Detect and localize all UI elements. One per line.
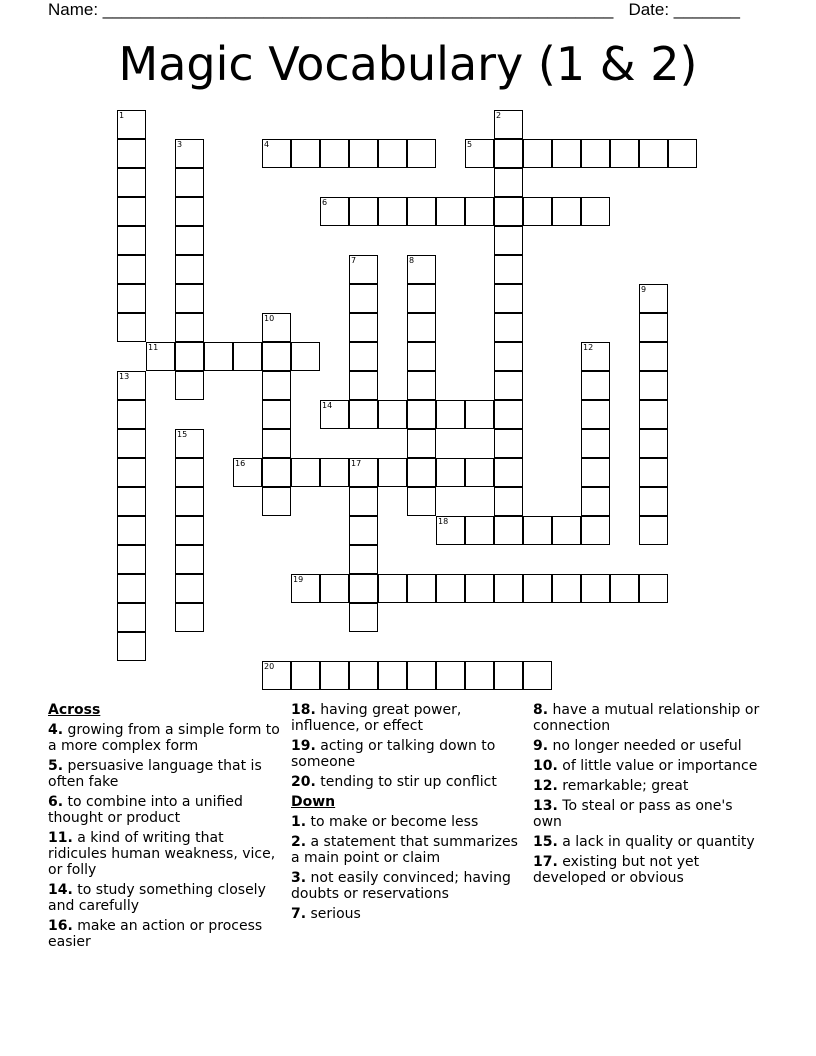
crossword-cell[interactable] (465, 400, 494, 429)
crossword-cell[interactable] (407, 197, 436, 226)
clue-across-19 (291, 738, 523, 770)
crossword-cell[interactable] (465, 139, 494, 168)
cell-number: 5 (467, 140, 473, 149)
crossword-cell[interactable] (349, 197, 378, 226)
crossword-cell[interactable] (349, 313, 378, 342)
clue-number: 19. (291, 738, 316, 754)
crossword-cell[interactable] (262, 661, 291, 690)
crossword-cell[interactable] (117, 139, 146, 168)
clue-text: a kind of writing that ridicules human weakness, vice, or folly (48, 830, 276, 878)
cell-number: 6 (322, 198, 328, 207)
crossword-cell[interactable] (639, 429, 668, 458)
clue-text: a lack in quality or quantity (562, 834, 755, 850)
crossword-cell[interactable] (349, 574, 378, 603)
clue-number: 7. (291, 906, 307, 922)
crossword-cell[interactable] (175, 545, 204, 574)
crossword-cell[interactable] (407, 371, 436, 400)
clue-text: a statement that summarizes a main point or claim (291, 834, 518, 866)
clue-text: not easily convinced; having doubts or reservations (291, 870, 511, 902)
crossword-cell[interactable] (407, 429, 436, 458)
clue-across-6 (48, 794, 280, 826)
crossword-cell[interactable] (581, 516, 610, 545)
clue-number: 12. (533, 778, 558, 794)
crossword-cell[interactable] (581, 139, 610, 168)
crossword-cell[interactable] (407, 313, 436, 342)
clue-text: having great power, influence, or effect (291, 702, 462, 734)
clue-number: 8. (533, 702, 549, 718)
crossword-cell[interactable] (175, 574, 204, 603)
crossword-cell[interactable] (639, 342, 668, 371)
crossword-cell[interactable] (320, 661, 349, 690)
crossword-cell[interactable] (233, 458, 262, 487)
crossword-cell[interactable] (639, 139, 668, 168)
clue-number: 9. (533, 738, 549, 754)
cell-number: 4 (264, 140, 270, 149)
name-field-label: Name: ______________________________________________________ (48, 0, 614, 19)
clue-number: 14. (48, 882, 73, 898)
crossword-cell[interactable] (291, 458, 320, 487)
crossword-cell[interactable] (523, 661, 552, 690)
crossword-cell[interactable] (117, 226, 146, 255)
crossword-cell[interactable] (262, 400, 291, 429)
crossword-cell[interactable] (262, 458, 291, 487)
clue-across-18 (291, 702, 523, 734)
crossword-cell[interactable] (494, 255, 523, 284)
crossword-cell[interactable] (117, 400, 146, 429)
clue-across-5 (48, 758, 280, 790)
crossword-cell[interactable] (639, 371, 668, 400)
cell-number: 11 (148, 343, 159, 352)
crossword-cell[interactable] (320, 458, 349, 487)
crossword-cell[interactable] (407, 139, 436, 168)
crossword-cell[interactable] (581, 371, 610, 400)
crossword-cell[interactable] (233, 342, 262, 371)
crossword-cell[interactable] (465, 458, 494, 487)
crossword-cell[interactable] (436, 574, 465, 603)
crossword-cell[interactable] (175, 516, 204, 545)
crossword-cell[interactable] (552, 197, 581, 226)
clue-across-20 (291, 774, 523, 790)
crossword-cell[interactable] (117, 168, 146, 197)
clue-down-13 (533, 798, 765, 830)
crossword-cell[interactable] (552, 139, 581, 168)
cell-number: 2 (496, 111, 502, 120)
clue-number: 16. (48, 918, 73, 934)
clue-text: acting or talking down to someone (291, 738, 496, 770)
crossword-cell[interactable] (581, 487, 610, 516)
crossword-cell[interactable] (581, 429, 610, 458)
clue-down-12 (533, 778, 765, 794)
clue-down-17 (533, 854, 765, 886)
crossword-cell[interactable] (552, 516, 581, 545)
clue-across-4 (48, 722, 280, 754)
clue-text: have a mutual relationship or connection (533, 702, 760, 734)
crossword-cell[interactable] (639, 574, 668, 603)
cell-number: 17 (351, 459, 362, 468)
crossword-cell[interactable] (262, 371, 291, 400)
cell-number: 3 (177, 140, 183, 149)
crossword-cell[interactable] (465, 197, 494, 226)
crossword-cell[interactable] (639, 458, 668, 487)
clue-down-1 (291, 814, 523, 830)
crossword-cell[interactable] (175, 197, 204, 226)
crossword-cell[interactable] (581, 342, 610, 371)
crossword-cell[interactable] (581, 458, 610, 487)
clue-down-2 (291, 834, 523, 866)
crossword-cell[interactable] (494, 313, 523, 342)
crossword-cell[interactable] (175, 342, 204, 371)
crossword-cell[interactable] (349, 371, 378, 400)
clue-number: 18. (291, 702, 316, 718)
crossword-cell[interactable] (175, 139, 204, 168)
crossword-cell[interactable] (262, 313, 291, 342)
crossword-cell[interactable] (117, 371, 146, 400)
crossword-cell[interactable] (436, 197, 465, 226)
crossword-cell[interactable] (117, 545, 146, 574)
clue-number: 3. (291, 870, 307, 886)
crossword-cell[interactable] (349, 603, 378, 632)
crossword-cell[interactable] (494, 168, 523, 197)
cell-number: 14 (322, 401, 333, 410)
crossword-cell[interactable] (349, 661, 378, 690)
crossword-cell[interactable] (378, 400, 407, 429)
crossword-cell[interactable] (407, 574, 436, 603)
crossword-cell[interactable] (639, 313, 668, 342)
crossword-cell[interactable] (378, 574, 407, 603)
crossword-cell[interactable] (639, 400, 668, 429)
crossword-cell[interactable] (349, 284, 378, 313)
crossword-cell[interactable] (378, 197, 407, 226)
clue-number: 13. (533, 798, 558, 814)
crossword-cell[interactable] (349, 400, 378, 429)
page-title: Magic Vocabulary (1 & 2) (118, 37, 698, 91)
clue-number: 10. (533, 758, 558, 774)
crossword-cell[interactable] (117, 284, 146, 313)
cell-number: 16 (235, 459, 246, 468)
crossword-cell[interactable] (117, 458, 146, 487)
crossword-cell[interactable] (320, 139, 349, 168)
clue-number: 5. (48, 758, 64, 774)
crossword-cell[interactable] (349, 342, 378, 371)
crossword-cell[interactable] (378, 458, 407, 487)
crossword-cell[interactable] (378, 661, 407, 690)
crossword-cell[interactable] (117, 313, 146, 342)
crossword-cell[interactable] (610, 574, 639, 603)
crossword-cell[interactable] (494, 139, 523, 168)
clue-down-10 (533, 758, 765, 774)
crossword-cell[interactable] (175, 168, 204, 197)
crossword-cell[interactable] (204, 342, 233, 371)
clue-text: To steal or pass as one's own (533, 798, 733, 830)
crossword-cell[interactable] (407, 487, 436, 516)
crossword-cell[interactable] (494, 516, 523, 545)
cell-number: 20 (264, 662, 275, 671)
clue-number: 20. (291, 774, 316, 790)
crossword-cell[interactable] (494, 458, 523, 487)
crossword-cell[interactable] (639, 516, 668, 545)
crossword-cell[interactable] (117, 487, 146, 516)
crossword-cell[interactable] (117, 197, 146, 226)
crossword-cell[interactable] (581, 197, 610, 226)
crossword-cell[interactable] (552, 574, 581, 603)
crossword-cell[interactable] (262, 139, 291, 168)
cell-number: 12 (583, 343, 594, 352)
cell-number: 18 (438, 517, 449, 526)
crossword-cell[interactable] (436, 661, 465, 690)
clue-number: 6. (48, 794, 64, 810)
crossword-cell[interactable] (262, 342, 291, 371)
crossword-cell[interactable] (291, 139, 320, 168)
clue-across-16 (48, 918, 280, 950)
clue-text: persuasive language that is often fake (48, 758, 262, 790)
crossword-cell[interactable] (378, 139, 407, 168)
clue-across-11 (48, 830, 280, 878)
crossword-cell[interactable] (494, 487, 523, 516)
cell-number: 15 (177, 430, 188, 439)
crossword-cell[interactable] (639, 487, 668, 516)
crossword-cell[interactable] (494, 110, 523, 139)
crossword-cell[interactable] (117, 603, 146, 632)
crossword-cell[interactable] (117, 429, 146, 458)
crossword-cell[interactable] (117, 110, 146, 139)
clue-down-3 (291, 870, 523, 902)
crossword-cell[interactable] (175, 226, 204, 255)
clue-number: 17. (533, 854, 558, 870)
clue-number: 2. (291, 834, 307, 850)
crossword-cell[interactable] (175, 458, 204, 487)
date-field-label: Date: _______ (628, 0, 740, 19)
crossword-cell[interactable] (581, 574, 610, 603)
crossword-cell[interactable] (320, 400, 349, 429)
clue-text: no longer needed or useful (552, 738, 742, 754)
cell-number: 9 (641, 285, 647, 294)
clue-text: tending to stir up conflict (320, 774, 497, 790)
crossword-cell[interactable] (494, 661, 523, 690)
crossword-cell[interactable] (117, 255, 146, 284)
clue-number: 15. (533, 834, 558, 850)
crossword-cell[interactable] (610, 139, 639, 168)
clue-text: remarkable; great (562, 778, 689, 794)
crossword-cell[interactable] (117, 632, 146, 661)
crossword-cell[interactable] (175, 603, 204, 632)
crossword-cell[interactable] (349, 545, 378, 574)
clue-text: existing but not yet developed or obvious (533, 854, 700, 886)
crossword-cell[interactable] (175, 371, 204, 400)
crossword-cell[interactable] (175, 284, 204, 313)
clue-text: growing from a simple form to a more complex form (48, 722, 280, 754)
clue-down-9 (533, 738, 765, 754)
crossword-cell[interactable] (639, 284, 668, 313)
crossword-cell[interactable] (175, 255, 204, 284)
clue-down-15 (533, 834, 765, 850)
crossword-cell[interactable] (146, 342, 175, 371)
clue-down-8 (533, 702, 765, 734)
crossword-cell[interactable] (349, 255, 378, 284)
crossword-cell[interactable] (494, 371, 523, 400)
crossword-cell[interactable] (436, 516, 465, 545)
crossword-cell[interactable] (407, 458, 436, 487)
cell-number: 13 (119, 372, 130, 381)
crossword-cell[interactable] (465, 516, 494, 545)
crossword-cell[interactable] (349, 487, 378, 516)
crossword-cell[interactable] (494, 574, 523, 603)
crossword-cell[interactable] (117, 516, 146, 545)
cell-number: 8 (409, 256, 415, 265)
crossword-cell[interactable] (465, 574, 494, 603)
clue-across-14 (48, 882, 280, 914)
crossword-cell[interactable] (494, 226, 523, 255)
cell-number: 1 (119, 111, 125, 120)
crossword-cell[interactable] (262, 429, 291, 458)
crossword-cell[interactable] (407, 342, 436, 371)
clue-text: of little value or importance (562, 758, 758, 774)
crossword-cell[interactable] (407, 255, 436, 284)
crossword-cell[interactable] (494, 342, 523, 371)
crossword-cell[interactable] (320, 574, 349, 603)
clue-down-7 (291, 906, 523, 922)
crossword-cell[interactable] (465, 661, 494, 690)
clue-column-1 (48, 702, 280, 954)
clue-text: to combine into a unified thought or product (48, 794, 243, 826)
crossword-cell[interactable] (494, 197, 523, 226)
crossword-cell[interactable] (407, 400, 436, 429)
clue-text: to make or become less (310, 814, 479, 830)
crossword-cell[interactable] (175, 429, 204, 458)
cell-number: 7 (351, 256, 357, 265)
clue-column-2 (291, 702, 523, 926)
clue-text: to study something closely and carefully (48, 882, 266, 914)
crossword-cell[interactable] (262, 487, 291, 516)
crossword-cell[interactable] (523, 516, 552, 545)
crossword-cell[interactable] (523, 197, 552, 226)
crossword-cell[interactable] (523, 574, 552, 603)
clue-number: 4. (48, 722, 64, 738)
clue-text: serious (310, 906, 361, 922)
crossword-cell[interactable] (291, 574, 320, 603)
crossword-cell[interactable] (436, 400, 465, 429)
crossword-cell[interactable] (291, 342, 320, 371)
across-heading: Across (48, 702, 101, 718)
cell-number: 10 (264, 314, 275, 323)
crossword-cell[interactable] (494, 284, 523, 313)
crossword-cell[interactable] (291, 661, 320, 690)
crossword-cell[interactable] (407, 661, 436, 690)
crossword-cell[interactable] (436, 458, 465, 487)
crossword-cell[interactable] (349, 516, 378, 545)
clue-number: 1. (291, 814, 307, 830)
down-heading: Down (291, 794, 336, 810)
clue-column-3 (533, 702, 765, 890)
crossword-cell[interactable] (668, 139, 697, 168)
crossword-cell[interactable] (494, 400, 523, 429)
crossword-cell[interactable] (349, 139, 378, 168)
crossword-cell[interactable] (175, 313, 204, 342)
crossword-cell[interactable] (175, 487, 204, 516)
crossword-cell[interactable] (581, 400, 610, 429)
crossword-cell[interactable] (523, 139, 552, 168)
crossword-cell[interactable] (407, 284, 436, 313)
crossword-cell[interactable] (494, 429, 523, 458)
clue-text: make an action or process easier (48, 918, 263, 950)
clue-number: 11. (48, 830, 73, 846)
crossword-cell[interactable] (320, 197, 349, 226)
crossword-cell[interactable] (349, 458, 378, 487)
crossword-cell[interactable] (117, 574, 146, 603)
cell-number: 19 (293, 575, 304, 584)
